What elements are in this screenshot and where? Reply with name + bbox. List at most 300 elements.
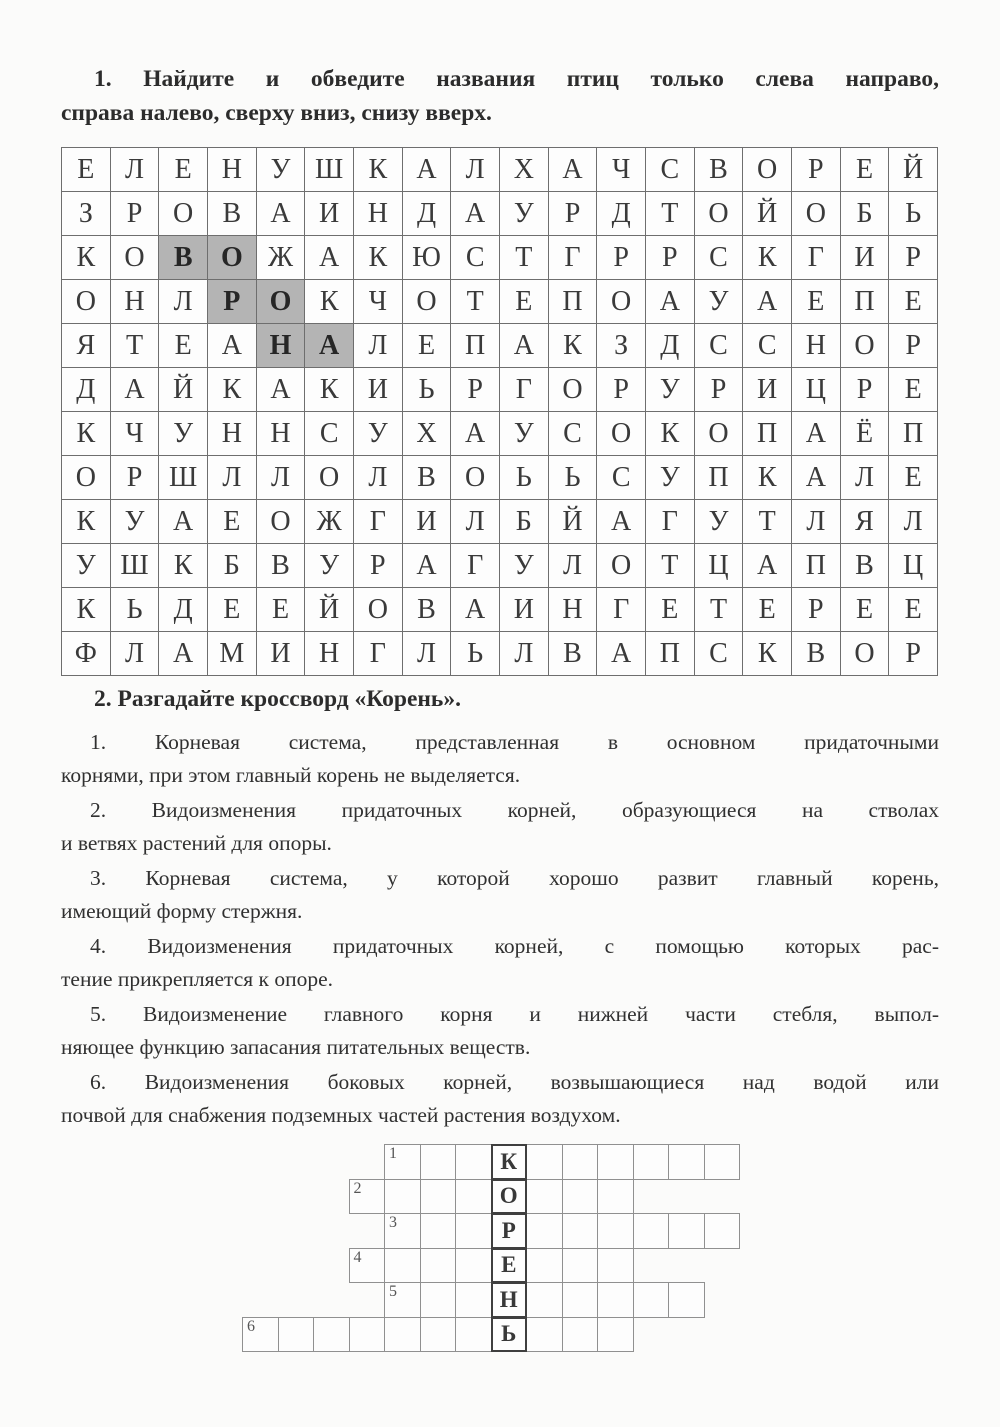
crossword-cell — [562, 1282, 599, 1318]
wordsearch-cell: И — [354, 368, 403, 412]
wordsearch-cell: Л — [889, 500, 938, 544]
wordsearch-cell: О — [695, 192, 744, 236]
wordsearch-cell: К — [208, 368, 257, 412]
crossword-cell — [420, 1213, 457, 1249]
clue-line: 2. Видоизменения придаточных корней, образующиеся на стволах — [90, 798, 939, 823]
wordsearch-cell: Г — [354, 632, 403, 676]
crossword-cell — [384, 1282, 421, 1318]
crossword-row — [385, 1213, 740, 1249]
clue-number: 3 — [389, 1214, 397, 1231]
wordsearch-cell: Е — [889, 368, 938, 412]
crossword-row — [350, 1179, 634, 1215]
wordsearch-cell: О — [451, 456, 500, 500]
solution-cell — [491, 1179, 528, 1215]
clue-line: тение прикрепляется к опоре. — [61, 967, 333, 992]
wordsearch-cell: Л — [257, 456, 306, 500]
clue-number: 5 — [389, 1283, 397, 1300]
wordsearch-cell: А — [792, 412, 841, 456]
wordsearch-cell: А — [305, 236, 354, 280]
wordsearch-cell: А — [257, 368, 306, 412]
wordsearch-cell: П — [646, 632, 695, 676]
crossword-cell — [526, 1248, 563, 1284]
wordsearch-cell: Л — [354, 456, 403, 500]
wordsearch-cell: О — [159, 192, 208, 236]
crossword-cell — [562, 1144, 599, 1180]
wordsearch-cell: Ь — [111, 588, 160, 632]
wordsearch-cell: Г — [354, 500, 403, 544]
wordsearch-cell: П — [549, 280, 598, 324]
wordsearch-cell: Н — [208, 412, 257, 456]
clue-line: няющее функцию запасания питательных веществ. — [61, 1035, 531, 1060]
wordsearch-cell: Б — [841, 192, 890, 236]
crossword-cell — [455, 1144, 492, 1180]
crossword-cell — [597, 1317, 634, 1353]
wordsearch-cell: Т — [111, 324, 160, 368]
wordsearch-cell: Р — [841, 368, 890, 412]
crossword-row — [385, 1282, 705, 1318]
wordsearch-cell: У — [500, 192, 549, 236]
crossword-row — [350, 1248, 634, 1284]
task1-heading-line1: 1. Найдите и обведите названия птиц только слева направо, — [94, 66, 939, 92]
solution-cell — [491, 1248, 528, 1284]
wordsearch-cell: В — [549, 632, 598, 676]
solution-cell — [491, 1144, 528, 1180]
wordsearch-cell: Л — [841, 456, 890, 500]
wordsearch-cell: Ь — [451, 632, 500, 676]
wordsearch-cell: К — [62, 500, 111, 544]
wordsearch-cell: А — [257, 192, 306, 236]
wordsearch-cell: О — [695, 412, 744, 456]
wordsearch-cell: Л — [403, 632, 452, 676]
wordsearch-cell: Л — [111, 148, 160, 192]
wordsearch-cell: А — [743, 280, 792, 324]
wordsearch-cell: Ц — [889, 544, 938, 588]
wordsearch-cell: С — [597, 456, 646, 500]
wordsearch-cell: Р — [646, 236, 695, 280]
clue-line: 4. Видоизменения придаточных корней, с помощью которых рас- — [90, 934, 939, 959]
wordsearch-cell: Г — [500, 368, 549, 412]
wordsearch-cell: Л — [208, 456, 257, 500]
wordsearch-cell: Д — [159, 588, 208, 632]
wordsearch-cell: Б — [500, 500, 549, 544]
wordsearch-cell: К — [354, 148, 403, 192]
wordsearch-cell: Л — [792, 500, 841, 544]
clue-number: 1 — [389, 1145, 397, 1162]
wordsearch-cell: Й — [305, 588, 354, 632]
crossword-cell — [704, 1144, 741, 1180]
wordsearch-cell: К — [62, 588, 111, 632]
wordsearch-cell: О — [403, 280, 452, 324]
wordsearch-cell: Е — [889, 280, 938, 324]
clue-line: 3. Корневая система, у которой хорошо развит главный корень, — [90, 866, 939, 891]
wordsearch-cell: А — [500, 324, 549, 368]
wordsearch-cell: П — [695, 456, 744, 500]
wordsearch-cell: Ч — [111, 412, 160, 456]
wordsearch-cell: Ш — [305, 148, 354, 192]
crossword-clue — [61, 1066, 939, 1132]
crossword-cell — [455, 1317, 492, 1353]
wordsearch-cell: Л — [354, 324, 403, 368]
wordsearch-cell: Р — [111, 456, 160, 500]
wordsearch-cell: Г — [549, 236, 598, 280]
wordsearch-cell: К — [305, 368, 354, 412]
crossword-cell — [562, 1248, 599, 1284]
wordsearch-cell: А — [792, 456, 841, 500]
clue-line: имеющий форму стержня. — [61, 898, 303, 923]
wordsearch-cell: Ш — [159, 456, 208, 500]
wordsearch-cell: Й — [743, 192, 792, 236]
crossword-cell — [526, 1317, 563, 1353]
wordsearch-cell: К — [354, 236, 403, 280]
crossword-cell — [704, 1213, 741, 1249]
wordsearch-cell: Р — [792, 588, 841, 632]
wordsearch-cell: И — [305, 192, 354, 236]
wordsearch-cell: Х — [403, 412, 452, 456]
crossword-cell — [633, 1213, 670, 1249]
wordsearch-cell: З — [597, 324, 646, 368]
wordsearch-cell: К — [549, 324, 598, 368]
crossword-cell — [526, 1282, 563, 1318]
wordsearch-cell: Д — [62, 368, 111, 412]
wordsearch-cell: П — [743, 412, 792, 456]
wordsearch-cell: К — [305, 280, 354, 324]
wordsearch-cell: П — [889, 412, 938, 456]
wordsearch-cell: У — [500, 544, 549, 588]
wordsearch-cell: А — [159, 500, 208, 544]
wordsearch-cell: Р — [889, 324, 938, 368]
crossword-cell — [633, 1144, 670, 1180]
wordsearch-cell: С — [646, 148, 695, 192]
wordsearch-cell: Р — [889, 236, 938, 280]
wordsearch-cell: У — [695, 500, 744, 544]
crossword-cell — [384, 1144, 421, 1180]
wordsearch-cell: У — [646, 456, 695, 500]
wordsearch-cell: С — [695, 632, 744, 676]
wordsearch-cell: И — [841, 236, 890, 280]
wordsearch-cell: С — [695, 324, 744, 368]
clue-number: 6 — [247, 1317, 255, 1335]
crossword-cell — [455, 1248, 492, 1284]
wordsearch-cell: И — [743, 368, 792, 412]
wordsearch-cell: О — [792, 192, 841, 236]
wordsearch-cell: Г — [646, 500, 695, 544]
wordsearch-cell: Г — [597, 588, 646, 632]
wordsearch-cell: Ф — [62, 632, 111, 676]
wordsearch-cell: К — [646, 412, 695, 456]
clue-number: 4 — [353, 1248, 362, 1266]
wordsearch-cell: А — [451, 192, 500, 236]
crossword-cell — [597, 1179, 634, 1215]
wordsearch-cell: Ь — [889, 192, 938, 236]
wordsearch-cell: М — [208, 632, 257, 676]
crossword-cell — [420, 1179, 457, 1215]
crossword-cell — [384, 1213, 421, 1249]
wordsearch-cell: О — [305, 456, 354, 500]
wordsearch-cell: А — [597, 632, 646, 676]
wordsearch-cell: Г — [792, 236, 841, 280]
wordsearch-cell: Ц — [695, 544, 744, 588]
wordsearch-grid — [61, 147, 938, 676]
crossword-cell — [242, 1317, 279, 1353]
solution-cell — [491, 1317, 528, 1353]
wordsearch-cell: Л — [500, 632, 549, 676]
wordsearch-cell: А — [403, 148, 452, 192]
wordsearch-cell: К — [743, 236, 792, 280]
crossword-cell — [526, 1213, 563, 1249]
crossword-cell — [349, 1248, 386, 1284]
wordsearch-cell: У — [500, 412, 549, 456]
wordsearch-cell: С — [695, 236, 744, 280]
wordsearch-cell: Н — [208, 148, 257, 192]
wordsearch-cell: И — [403, 500, 452, 544]
wordsearch-cell: П — [841, 280, 890, 324]
wordsearch-cell: Н — [354, 192, 403, 236]
wordsearch-cell: Ё — [841, 412, 890, 456]
wordsearch-cell: Т — [451, 280, 500, 324]
wordsearch-cell: Я — [62, 324, 111, 368]
wordsearch-cell: Е — [743, 588, 792, 632]
crossword-cell — [384, 1248, 421, 1284]
solution-letter: Ь — [501, 1321, 517, 1347]
crossword-cell — [349, 1179, 386, 1215]
wordsearch-cell: Ж — [305, 500, 354, 544]
wordsearch-cell: Е — [257, 588, 306, 632]
wordsearch-cell: Е — [841, 588, 890, 632]
clue-line: корнями, при этом главный корень не выделяется. — [61, 762, 521, 787]
wordsearch-cell: У — [646, 368, 695, 412]
crossword-cell — [597, 1248, 634, 1284]
wordsearch-cell: О — [62, 280, 111, 324]
wordsearch-cell: Р — [889, 632, 938, 676]
wordsearch-cell: В — [841, 544, 890, 588]
crossword-cell — [384, 1317, 421, 1353]
wordsearch-cell: О — [597, 544, 646, 588]
wordsearch-cell: У — [695, 280, 744, 324]
wordsearch-cell: О — [111, 236, 160, 280]
crossword-cell — [455, 1179, 492, 1215]
wordsearch-cell: П — [792, 544, 841, 588]
clue-number: 2 — [353, 1179, 362, 1197]
solution-letter: Р — [501, 1217, 516, 1243]
crossword-cell — [526, 1144, 563, 1180]
wordsearch-cell: Ю — [403, 236, 452, 280]
wordsearch-cell: Р — [111, 192, 160, 236]
wordsearch-cell: Й — [159, 368, 208, 412]
crossword-cell — [562, 1213, 599, 1249]
wordsearch-cell: У — [159, 412, 208, 456]
wordsearch-cell: Д — [597, 192, 646, 236]
wordsearch-cell: В — [257, 544, 306, 588]
wordsearch-cell: Е — [159, 148, 208, 192]
wordsearch-cell: Н — [257, 324, 306, 368]
wordsearch-cell: А — [743, 544, 792, 588]
crossword-cell — [420, 1144, 457, 1180]
wordsearch-cell: К — [159, 544, 208, 588]
wordsearch-cell: Р — [597, 236, 646, 280]
wordsearch-cell: К — [743, 456, 792, 500]
solution-letter: К — [500, 1148, 518, 1174]
wordsearch-cell: Н — [305, 632, 354, 676]
clue-line: и ветвях растений для опоры. — [61, 830, 332, 855]
wordsearch-cell: О — [354, 588, 403, 632]
wordsearch-cell: Я — [841, 500, 890, 544]
crossword-cell — [597, 1213, 634, 1249]
wordsearch-cell: В — [208, 192, 257, 236]
wordsearch-cell: Л — [111, 632, 160, 676]
wordsearch-cell: Р — [451, 368, 500, 412]
task1-heading — [61, 62, 939, 130]
wordsearch-cell: Ч — [354, 280, 403, 324]
wordsearch-cell: Т — [743, 500, 792, 544]
wordsearch-cell: Н — [549, 588, 598, 632]
wordsearch-cell: А — [451, 412, 500, 456]
wordsearch-cell: О — [549, 368, 598, 412]
wordsearch-cell: Е — [841, 148, 890, 192]
wordsearch-cell: Р — [597, 368, 646, 412]
wordsearch-cell: А — [159, 632, 208, 676]
wordsearch-cell: Г — [451, 544, 500, 588]
wordsearch-cell: К — [62, 412, 111, 456]
clue-line: 5. Видоизменение главного корня и нижней части стебля, выпол- — [90, 1002, 939, 1027]
wordsearch-cell: Е — [208, 500, 257, 544]
wordsearch-cell: О — [841, 632, 890, 676]
wordsearch-cell: А — [451, 588, 500, 632]
solution-letter: Е — [501, 1252, 517, 1278]
wordsearch-cell: О — [597, 280, 646, 324]
wordsearch-cell: А — [403, 544, 452, 588]
wordsearch-cell: А — [208, 324, 257, 368]
crossword-grid — [243, 1144, 753, 1359]
crossword-clue — [61, 930, 939, 996]
wordsearch-cell: У — [111, 500, 160, 544]
crossword-cell — [526, 1179, 563, 1215]
wordsearch-cell: Р — [792, 148, 841, 192]
wordsearch-cell: А — [305, 324, 354, 368]
crossword-cell — [349, 1317, 386, 1353]
crossword-cell — [420, 1282, 457, 1318]
wordsearch-cell: П — [451, 324, 500, 368]
wordsearch-cell: У — [257, 148, 306, 192]
wordsearch-cell: Т — [646, 544, 695, 588]
wordsearch-cell: Ч — [597, 148, 646, 192]
wordsearch-cell: Е — [889, 456, 938, 500]
wordsearch-cell: О — [597, 412, 646, 456]
wordsearch-cell: И — [257, 632, 306, 676]
crossword-cell — [420, 1317, 457, 1353]
wordsearch-cell: В — [403, 456, 452, 500]
wordsearch-cell: З — [62, 192, 111, 236]
solution-cell — [491, 1282, 528, 1318]
wordsearch-cell: О — [257, 280, 306, 324]
wordsearch-cell: Е — [159, 324, 208, 368]
crossword-clue — [61, 862, 939, 928]
wordsearch-cell: К — [743, 632, 792, 676]
wordsearch-cell: Т — [500, 236, 549, 280]
wordsearch-cell: С — [305, 412, 354, 456]
wordsearch-cell: В — [792, 632, 841, 676]
wordsearch-cell: Д — [403, 192, 452, 236]
wordsearch-cell: Р — [354, 544, 403, 588]
clue-line: 1. Корневая система, представленная в основном придаточными — [90, 730, 939, 754]
wordsearch-cell: Ь — [500, 456, 549, 500]
wordsearch-cell: У — [354, 412, 403, 456]
crossword-cell — [278, 1317, 315, 1353]
wordsearch-cell: О — [62, 456, 111, 500]
crossword-cell — [455, 1213, 492, 1249]
crossword-clue — [61, 794, 939, 860]
wordsearch-cell: К — [62, 236, 111, 280]
wordsearch-cell: И — [500, 588, 549, 632]
wordsearch-cell: Н — [257, 412, 306, 456]
wordsearch-cell: Т — [695, 588, 744, 632]
wordsearch-cell: Т — [646, 192, 695, 236]
solution-letter: О — [499, 1183, 518, 1209]
wordsearch-cell: О — [743, 148, 792, 192]
task2-heading: 2. Разгадайте кроссворд «Корень». — [94, 686, 461, 712]
wordsearch-cell: О — [841, 324, 890, 368]
crossword-cell — [384, 1179, 421, 1215]
clue-line: почвой для снабжения подземных частей растения воздухом. — [61, 1103, 621, 1128]
crossword-clue — [61, 726, 939, 792]
crossword-clues — [61, 726, 939, 1135]
wordsearch-cell: Е — [500, 280, 549, 324]
wordsearch-cell: С — [451, 236, 500, 280]
wordsearch-cell: Е — [889, 588, 938, 632]
wordsearch-cell: С — [743, 324, 792, 368]
wordsearch-cell: Р — [695, 368, 744, 412]
wordsearch-cell: Д — [646, 324, 695, 368]
wordsearch-cell: Н — [792, 324, 841, 368]
wordsearch-cell: Л — [451, 148, 500, 192]
crossword-cell — [597, 1144, 634, 1180]
wordsearch-cell: Х — [500, 148, 549, 192]
wordsearch-cell: Н — [111, 280, 160, 324]
wordsearch-cell: А — [549, 148, 598, 192]
crossword-cell — [313, 1317, 350, 1353]
wordsearch-cell: О — [257, 500, 306, 544]
wordsearch-cell: Ш — [111, 544, 160, 588]
wordsearch-cell: Л — [159, 280, 208, 324]
crossword-cell — [668, 1144, 705, 1180]
wordsearch-cell: В — [403, 588, 452, 632]
wordsearch-cell: Е — [792, 280, 841, 324]
crossword-cell — [562, 1179, 599, 1215]
wordsearch-cell: Р — [208, 280, 257, 324]
crossword-cell — [562, 1317, 599, 1353]
wordsearch-cell: Ь — [403, 368, 452, 412]
wordsearch-cell: В — [695, 148, 744, 192]
crossword-cell — [668, 1282, 705, 1318]
wordsearch-cell: А — [597, 500, 646, 544]
wordsearch-cell: А — [111, 368, 160, 412]
crossword-row — [385, 1144, 740, 1180]
wordsearch-cell: Й — [889, 148, 938, 192]
crossword-cell — [668, 1213, 705, 1249]
crossword-cell — [633, 1282, 670, 1318]
crossword-row — [243, 1317, 634, 1353]
wordsearch-cell: С — [549, 412, 598, 456]
wordsearch-cell: Е — [646, 588, 695, 632]
wordsearch-cell: О — [208, 236, 257, 280]
wordsearch-cell: Ц — [792, 368, 841, 412]
solution-cell — [491, 1213, 528, 1249]
wordsearch-cell: Е — [208, 588, 257, 632]
wordsearch-cell: Л — [549, 544, 598, 588]
wordsearch-cell: Ь — [549, 456, 598, 500]
wordsearch-cell: А — [646, 280, 695, 324]
clue-line: 6. Видоизменения боковых корней, возвышающиеся над водой или — [90, 1070, 939, 1095]
crossword-clue — [61, 998, 939, 1064]
